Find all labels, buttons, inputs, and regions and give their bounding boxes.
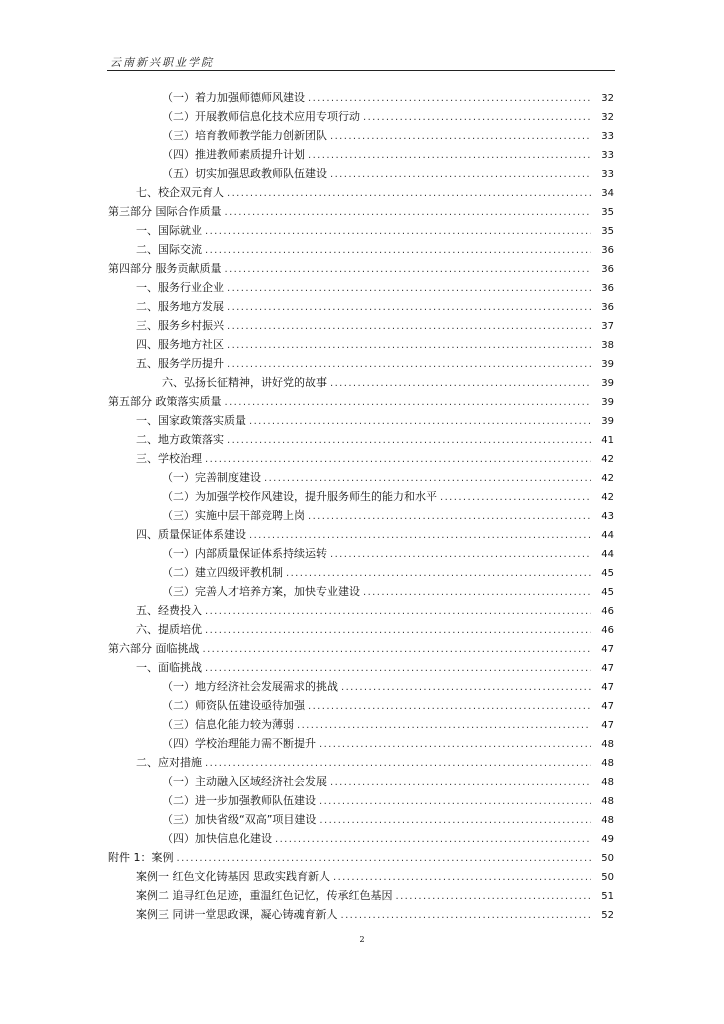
toc-dot-leader (330, 165, 591, 184)
toc-entry[interactable] (108, 392, 614, 411)
toc-entry-title: （三）完善人才培养方案，加快专业建设 (162, 585, 360, 598)
toc-entry-title: 一、面临挑战 (136, 661, 202, 674)
toc-entry-page: 38 (601, 340, 614, 351)
toc-entry-page: 32 (601, 93, 614, 104)
toc-entry-page: 48 (601, 815, 614, 826)
toc-entry-title: 四、服务地方社区 (136, 338, 224, 351)
toc-entry-title: （五）切实加强思政教师队伍建设 (162, 167, 327, 180)
toc-entry-title: （三）培育教师教学能力创新团队 (162, 129, 327, 142)
toc-entry[interactable] (108, 848, 614, 867)
toc-dot-leader (330, 773, 591, 792)
toc-dot-leader (249, 526, 591, 545)
toc-entry[interactable] (108, 487, 614, 506)
toc-entry-page: 46 (601, 606, 614, 617)
toc-entry-page: 39 (601, 359, 614, 370)
toc-entry-title: （三）实施中层干部竞聘上岗 (162, 509, 305, 522)
toc-entry-title: 三、服务乡村振兴 (136, 319, 224, 332)
toc-entry[interactable] (108, 658, 614, 677)
toc-dot-leader (330, 374, 591, 393)
toc-dot-leader (203, 640, 592, 659)
toc-entry-page: 47 (601, 663, 614, 674)
toc-entry-title: （四）推进教师素质提升计划 (162, 148, 305, 161)
toc-entry[interactable] (108, 772, 614, 791)
toc-dot-leader (205, 222, 591, 241)
toc-entry[interactable] (108, 810, 614, 829)
toc-entry-page: 46 (601, 625, 614, 636)
toc-dot-leader (227, 298, 591, 317)
toc-dot-leader (205, 659, 591, 678)
toc-dot-leader (225, 393, 592, 412)
toc-dot-leader (330, 545, 591, 564)
toc-entry[interactable] (108, 449, 614, 468)
toc-entry[interactable] (108, 696, 614, 715)
toc-dot-leader (440, 488, 591, 507)
toc-entry-title: （一）完善制度建设 (162, 471, 261, 484)
toc-entry-page: 39 (601, 397, 614, 408)
toc-entry[interactable] (108, 791, 614, 810)
toc-dot-leader (225, 203, 592, 222)
toc-entry[interactable] (108, 867, 614, 886)
toc-entry[interactable] (108, 753, 614, 772)
toc-dot-leader (227, 317, 591, 336)
toc-entry[interactable] (108, 316, 614, 335)
toc-entry-title: 三、学校治理 (136, 452, 202, 465)
toc-entry-title: （二）师资队伍建设亟待加强 (162, 699, 305, 712)
toc-entry-page: 51 (601, 891, 614, 902)
toc-entry[interactable] (108, 430, 614, 449)
toc-dot-leader (319, 792, 591, 811)
toc-entry-page: 42 (601, 454, 614, 465)
toc-entry-title: 一、服务行业企业 (136, 281, 224, 294)
toc-entry[interactable] (108, 164, 614, 183)
toc-dot-leader (396, 887, 592, 906)
toc-entry-title: 五、服务学历提升 (136, 357, 224, 370)
toc-entry-page: 42 (601, 492, 614, 503)
toc-dot-leader (249, 412, 591, 431)
toc-entry-title: 六、弘扬长征精神，讲好党的故事 (162, 376, 327, 389)
toc-dot-leader (205, 621, 591, 640)
toc-dot-leader (363, 108, 591, 127)
toc-entry-title: （三）信息化能力较为薄弱 (162, 718, 294, 731)
toc-entry-title: （四）学校治理能力需不断提升 (162, 737, 316, 750)
toc-dot-leader (363, 583, 591, 602)
toc-entry-page: 33 (601, 150, 614, 161)
toc-entry[interactable] (108, 107, 614, 126)
toc-entry[interactable] (108, 240, 614, 259)
toc-entry-page: 36 (601, 245, 614, 256)
toc-dot-leader (177, 849, 592, 868)
running-header-title: 云南新兴职业学院 (110, 56, 214, 69)
toc-entry-page: 44 (601, 549, 614, 560)
toc-dot-leader (319, 811, 591, 830)
toc-entry[interactable] (108, 715, 614, 734)
toc-entry[interactable] (108, 183, 614, 202)
toc-entry-title: 二、服务地方发展 (136, 300, 224, 313)
toc-entry-page: 47 (601, 701, 614, 712)
toc-entry-page: 45 (601, 568, 614, 579)
toc-entry-title: 附件 1：案例 (108, 851, 174, 864)
toc-entry[interactable] (108, 278, 614, 297)
toc-entry-title: 二、地方政策落实 (136, 433, 224, 446)
toc-entry[interactable] (108, 829, 614, 848)
header-rule (107, 70, 615, 71)
toc-entry[interactable] (108, 601, 614, 620)
toc-entry-page: 43 (601, 511, 614, 522)
toc-entry-title: （一）内部质量保证体系持续运转 (162, 547, 327, 560)
toc-entry-title: （二）为加强学校作风建设，提升服务师生的能力和水平 (162, 490, 437, 503)
toc-entry-page: 35 (601, 207, 614, 218)
toc-dot-leader (297, 716, 591, 735)
toc-dot-leader (286, 564, 591, 583)
toc-entry[interactable] (108, 88, 614, 107)
toc-entry-title: （四）加快信息化建设 (162, 832, 272, 845)
toc-dot-leader (227, 184, 591, 203)
toc-entry-page: 33 (601, 131, 614, 142)
toc-entry-page: 36 (601, 283, 614, 294)
toc-dot-leader (341, 906, 592, 925)
toc-dot-leader (205, 754, 591, 773)
toc-entry[interactable] (108, 202, 614, 221)
toc-entry-title: 第五部分 政策落实质量 (108, 395, 222, 408)
toc-entry-title: （一）主动融入区域经济社会发展 (162, 775, 327, 788)
toc-dot-leader (308, 146, 591, 165)
toc-entry[interactable] (108, 544, 614, 563)
toc-entry[interactable] (108, 126, 614, 145)
toc-entry-page: 47 (601, 682, 614, 693)
toc-entry[interactable] (108, 639, 614, 658)
toc-entry-page: 49 (601, 834, 614, 845)
toc-entry-title: 一、国家政策落实质量 (136, 414, 246, 427)
toc-dot-leader (227, 355, 591, 374)
toc-entry-page: 52 (601, 910, 614, 921)
toc-entry[interactable] (108, 905, 614, 924)
toc-entry[interactable] (108, 506, 614, 525)
toc-entry[interactable] (108, 525, 614, 544)
toc-entry[interactable] (108, 145, 614, 164)
toc-dot-leader (227, 431, 591, 450)
toc-entry-page: 36 (601, 264, 614, 275)
toc-dot-leader (225, 260, 592, 279)
page-number: 2 (359, 935, 365, 944)
toc-entry[interactable] (108, 335, 614, 354)
toc-entry-title: （二）进一步加强教师队伍建设 (162, 794, 316, 807)
toc-dot-leader (308, 697, 591, 716)
toc-entry-title: 四、质量保证体系建设 (136, 528, 246, 541)
toc-entry-title: （一）着力加强师德师风建设 (162, 91, 305, 104)
toc-entry-page: 41 (601, 435, 614, 446)
toc-entry-page: 39 (601, 416, 614, 427)
toc-entry-page: 44 (601, 530, 614, 541)
toc-entry-page: 39 (601, 378, 614, 389)
toc-entry-title: 二、国际交流 (136, 243, 202, 256)
toc-entry-page: 45 (601, 587, 614, 598)
toc-dot-leader (264, 469, 591, 488)
toc-entry[interactable] (108, 886, 614, 905)
toc-entry-title: （三）加快省级“双高”项目建设 (162, 813, 317, 826)
toc-entry-page: 42 (601, 473, 614, 484)
toc-dot-leader (275, 830, 591, 849)
toc-entry-title: （二）建立四级评教机制 (162, 566, 283, 579)
toc-dot-leader (308, 507, 591, 526)
toc-entry[interactable] (108, 259, 614, 278)
toc-entry-title: （二）开展教师信息化技术应用专项行动 (162, 110, 360, 123)
toc-entry[interactable] (108, 582, 614, 601)
toc-entry-page: 35 (601, 226, 614, 237)
toc-entry-page: 48 (601, 739, 614, 750)
toc-entry-page: 48 (601, 796, 614, 807)
toc-entry[interactable] (108, 221, 614, 240)
toc-entry-title: 一、国际就业 (136, 224, 202, 237)
toc-dot-leader (330, 127, 591, 146)
toc-entry-page: 47 (601, 720, 614, 731)
toc-dot-leader (205, 602, 591, 621)
toc-entry-title: 第四部分 服务贡献质量 (108, 262, 222, 275)
toc-entry-page: 48 (601, 758, 614, 769)
toc-entry[interactable] (108, 411, 614, 430)
toc-entry-title: 二、应对措施 (136, 756, 202, 769)
toc-entry[interactable] (108, 468, 614, 487)
toc-dot-leader (333, 868, 591, 887)
toc-entry-title: 案例二 追寻红色足迹，重温红色记忆，传承红色基因 (136, 889, 393, 902)
toc-entry-page: 33 (601, 169, 614, 180)
table-of-contents (108, 88, 614, 924)
toc-entry-page: 50 (601, 872, 614, 883)
toc-dot-leader (319, 735, 591, 754)
toc-entry-title: 七、校企双元育人 (136, 186, 224, 199)
toc-entry[interactable] (108, 734, 614, 753)
toc-dot-leader (227, 279, 591, 298)
toc-entry-title: 案例一 红色文化铸基因 思政实践育新人 (136, 870, 330, 883)
toc-dot-leader (205, 241, 591, 260)
toc-entry-title: （一）地方经济社会发展需求的挑战 (162, 680, 338, 693)
toc-entry[interactable] (108, 620, 614, 639)
toc-entry-title: 案例三 同讲一堂思政课，凝心铸魂育新人 (136, 908, 338, 921)
toc-entry-title: 六、提质培优 (136, 623, 202, 636)
toc-entry-page: 34 (601, 188, 614, 199)
toc-entry[interactable] (108, 373, 614, 392)
toc-entry[interactable] (108, 563, 614, 582)
toc-dot-leader (341, 678, 591, 697)
toc-entry-page: 37 (601, 321, 614, 332)
toc-entry-page: 47 (601, 644, 614, 655)
toc-dot-leader (205, 450, 591, 469)
toc-entry-title: 第三部分 国际合作质量 (108, 205, 222, 218)
toc-entry-title: 第六部分 面临挑战 (108, 642, 200, 655)
toc-entry[interactable] (108, 677, 614, 696)
toc-entry-page: 50 (601, 853, 614, 864)
toc-entry[interactable] (108, 297, 614, 316)
toc-entry-page: 36 (601, 302, 614, 313)
toc-entry-title: 五、经费投入 (136, 604, 202, 617)
toc-entry[interactable] (108, 354, 614, 373)
toc-dot-leader (308, 89, 591, 108)
toc-entry-page: 32 (601, 112, 614, 123)
toc-dot-leader (227, 336, 591, 355)
toc-entry-page: 48 (601, 777, 614, 788)
